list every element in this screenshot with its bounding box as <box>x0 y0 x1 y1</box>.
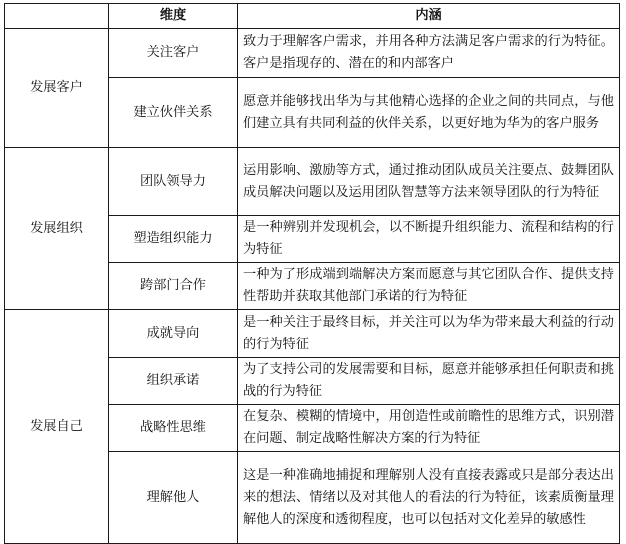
table-row <box>5 148 620 216</box>
description-cell: 致力于理解客户需求，并用各种方法满足客户需求的行为特征。客户是指现存的、潜在的和内部客户 <box>238 29 620 78</box>
dimension-cell: 跨部门合作 <box>109 263 238 310</box>
description-cell: 运用影响、激励等方式，通过推动团队成员关注要点、鼓舞团队成员解决问题以及运用团队智慧等方法来领导团队的行为特征 <box>238 148 620 216</box>
category-cell: 发展自己 <box>5 310 109 544</box>
dimension-cell: 战略性思维 <box>109 405 238 452</box>
category-cell: 发展客户 <box>5 29 109 148</box>
header-category <box>5 4 109 29</box>
table-row <box>5 310 620 358</box>
header-description: 内涵 <box>238 4 620 29</box>
dimension-cell: 理解他人 <box>109 452 238 544</box>
description-cell: 为了支持公司的发展需要和目标，愿意并能够承担任何职责和挑战的行为特征 <box>238 358 620 405</box>
dimension-cell: 团队领导力 <box>109 148 238 216</box>
description-cell: 是一种辨别并发现机会，以不断提升组织能力、流程和结构的行为特征 <box>238 216 620 263</box>
dimension-cell: 建立伙伴关系 <box>109 78 238 148</box>
description-cell: 一种为了形成端到端解决方案而愿意与其它团队合作、提供支持性帮助并获取其他部门承诺的行为特征 <box>238 263 620 310</box>
table-header-row <box>5 4 620 29</box>
competency-table-container <box>4 3 620 544</box>
competency-table <box>4 3 620 544</box>
dimension-cell: 塑造组织能力 <box>109 216 238 263</box>
table-row <box>5 29 620 78</box>
dimension-cell: 关注客户 <box>109 29 238 78</box>
description-cell: 这是一种准确地捕捉和理解别人没有直接表露或只是部分表达出来的想法、情绪以及对其他人的看法的行为特征，该素质衡量理解他人的深度和透彻程度，也可以包括对文化差异的敏感性 <box>238 452 620 544</box>
description-cell: 是一种关注于最终目标，并关注可以为华为带来最大利益的行动的行为特征 <box>238 310 620 358</box>
description-cell: 在复杂、模糊的情境中，用创造性或前瞻性的思维方式，识别潜在问题、制定战略性解决方案的行为特征 <box>238 405 620 452</box>
description-cell: 愿意并能够找出华为与其他精心选择的企业之间的共同点，与他们建立具有共同利益的伙伴关系，以更好地为华为的客户服务 <box>238 78 620 148</box>
header-dimension: 维度 <box>109 4 238 29</box>
dimension-cell: 组织承诺 <box>109 358 238 405</box>
dimension-cell: 成就导向 <box>109 310 238 358</box>
category-cell: 发展组织 <box>5 148 109 310</box>
